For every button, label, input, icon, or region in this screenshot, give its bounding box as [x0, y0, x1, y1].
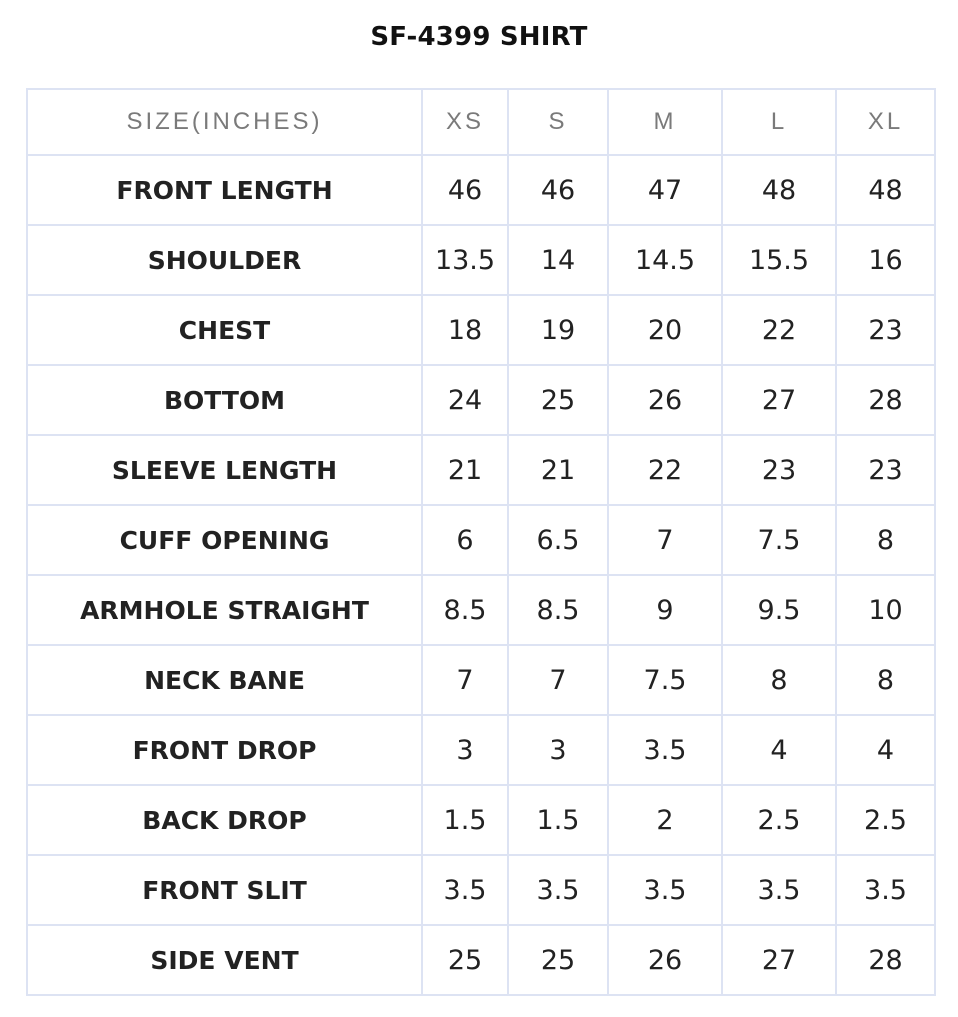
cell-value: 8	[722, 645, 836, 715]
cell-value: 26	[608, 365, 722, 435]
header-size-inches: SIZE(INCHES)	[27, 89, 422, 155]
cell-value: 1.5	[422, 785, 508, 855]
cell-value: 14.5	[608, 225, 722, 295]
header-l: L	[722, 89, 836, 155]
row-label: NECK BANE	[27, 645, 422, 715]
table-row	[27, 155, 935, 225]
cell-value: 7.5	[608, 645, 722, 715]
cell-value: 47	[608, 155, 722, 225]
cell-value: 25	[508, 925, 608, 995]
row-label: BOTTOM	[27, 365, 422, 435]
cell-value: 18	[422, 295, 508, 365]
cell-value: 27	[722, 925, 836, 995]
table-row	[27, 925, 935, 995]
row-label: SHOULDER	[27, 225, 422, 295]
cell-value: 22	[608, 435, 722, 505]
cell-value: 8	[836, 645, 935, 715]
table-header-row	[27, 89, 935, 155]
cell-value: 8.5	[422, 575, 508, 645]
cell-value: 6.5	[508, 505, 608, 575]
cell-value: 2.5	[836, 785, 935, 855]
cell-value: 15.5	[722, 225, 836, 295]
header-m: M	[608, 89, 722, 155]
cell-value: 25	[422, 925, 508, 995]
cell-value: 7	[608, 505, 722, 575]
cell-value: 21	[422, 435, 508, 505]
table-row	[27, 505, 935, 575]
cell-value: 16	[836, 225, 935, 295]
row-label: SLEEVE LENGTH	[27, 435, 422, 505]
table-row	[27, 435, 935, 505]
cell-value: 9	[608, 575, 722, 645]
cell-value: 22	[722, 295, 836, 365]
cell-value: 3.5	[422, 855, 508, 925]
table-row	[27, 855, 935, 925]
cell-value: 3	[508, 715, 608, 785]
cell-value: 13.5	[422, 225, 508, 295]
table-row	[27, 575, 935, 645]
row-label: ARMHOLE STRAIGHT	[27, 575, 422, 645]
page-title: SF-4399 SHIRT	[370, 22, 588, 52]
cell-value: 3	[422, 715, 508, 785]
cell-value: 25	[508, 365, 608, 435]
cell-value: 46	[422, 155, 508, 225]
cell-value: 2	[608, 785, 722, 855]
row-label: FRONT LENGTH	[27, 155, 422, 225]
cell-value: 2.5	[722, 785, 836, 855]
cell-value: 21	[508, 435, 608, 505]
table-row	[27, 785, 935, 855]
cell-value: 6	[422, 505, 508, 575]
cell-value: 48	[722, 155, 836, 225]
cell-value: 19	[508, 295, 608, 365]
cell-value: 10	[836, 575, 935, 645]
table-row	[27, 365, 935, 435]
cell-value: 28	[836, 925, 935, 995]
cell-value: 3.5	[608, 715, 722, 785]
cell-value: 20	[608, 295, 722, 365]
cell-value: 14	[508, 225, 608, 295]
table-row	[27, 295, 935, 365]
cell-value: 3.5	[508, 855, 608, 925]
row-label: CUFF OPENING	[27, 505, 422, 575]
table-row	[27, 715, 935, 785]
cell-value: 3.5	[836, 855, 935, 925]
cell-value: 23	[836, 295, 935, 365]
cell-value: 1.5	[508, 785, 608, 855]
cell-value: 27	[722, 365, 836, 435]
cell-value: 7	[508, 645, 608, 715]
table-row	[27, 225, 935, 295]
cell-value: 3.5	[722, 855, 836, 925]
cell-value: 9.5	[722, 575, 836, 645]
cell-value: 26	[608, 925, 722, 995]
cell-value: 24	[422, 365, 508, 435]
row-label: BACK DROP	[27, 785, 422, 855]
size-chart-table	[26, 88, 936, 996]
row-label: FRONT DROP	[27, 715, 422, 785]
cell-value: 46	[508, 155, 608, 225]
table-row	[27, 645, 935, 715]
header-xl: XL	[836, 89, 935, 155]
row-label: CHEST	[27, 295, 422, 365]
row-label: SIDE VENT	[27, 925, 422, 995]
cell-value: 3.5	[608, 855, 722, 925]
cell-value: 8	[836, 505, 935, 575]
cell-value: 4	[836, 715, 935, 785]
cell-value: 4	[722, 715, 836, 785]
cell-value: 23	[722, 435, 836, 505]
cell-value: 8.5	[508, 575, 608, 645]
cell-value: 23	[836, 435, 935, 505]
cell-value: 7.5	[722, 505, 836, 575]
cell-value: 48	[836, 155, 935, 225]
row-label: FRONT SLIT	[27, 855, 422, 925]
cell-value: 7	[422, 645, 508, 715]
cell-value: 28	[836, 365, 935, 435]
header-s: S	[508, 89, 608, 155]
header-xs: XS	[422, 89, 508, 155]
